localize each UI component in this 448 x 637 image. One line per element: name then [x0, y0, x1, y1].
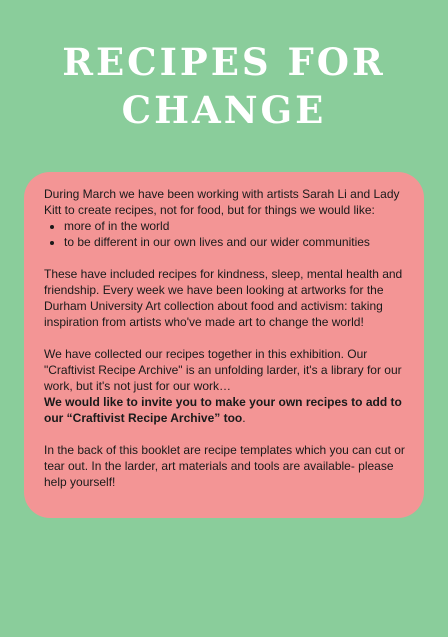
page-title [0, 38, 448, 134]
archive-text: We have collected our recipes together in this exhibition. Our "Craftivist Recipe Archive" is an unfolding larder, it's a library for our work, but it's not just for our work… [44, 347, 402, 393]
collection-paragraph: These have included recipes for kindness, sleep, mental health and friendship. Every week we have been looking at artworks for the Durham University Art collection about food and activism: taking inspiration from artists who've made art to change the world! [44, 267, 403, 329]
invite-end: . [242, 411, 246, 425]
templates-paragraph: In the back of this booklet are recipe templates which you can cut or tear out. In the larder, art materials and tools are available- please help yourself! [44, 443, 405, 489]
info-card [24, 172, 424, 518]
bullet-list [44, 218, 406, 250]
intro-paragraph: During March we have been working with artists Sarah Li and Lady Kitt to create recipes, not for food, but for things we would like: [44, 187, 400, 217]
archive-paragraph [44, 346, 406, 426]
bullet-item: • to be different in our own lives and our wider communities [64, 234, 406, 250]
invite-text: We would like to invite you to make your own recipes to add to our “Craftivist Recipe Archive” too [44, 395, 402, 425]
title-line-1: RECIPES FOR [62, 40, 386, 84]
title-line-2: CHANGE [121, 88, 327, 132]
bullet-item: • more of in the world [64, 218, 406, 234]
